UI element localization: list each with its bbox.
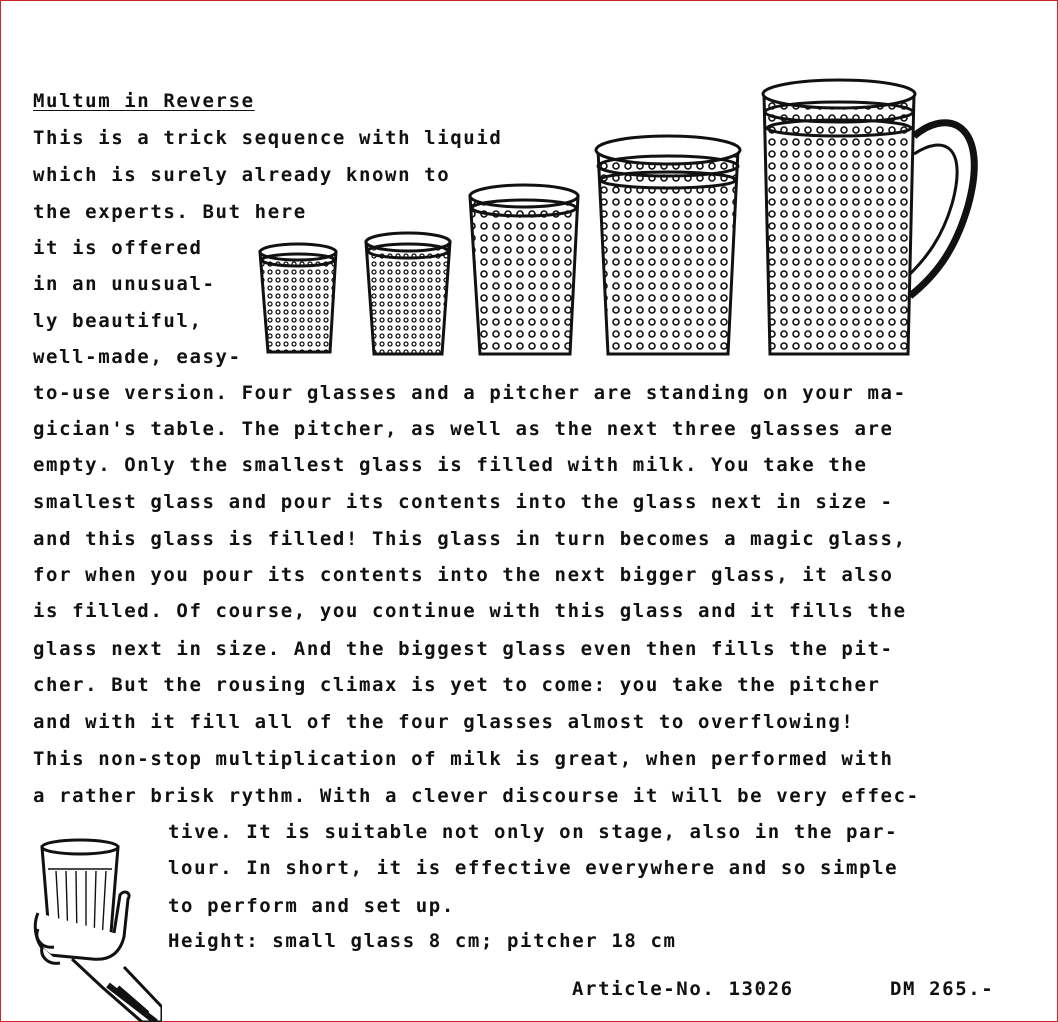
tail-line: to perform and set up.: [168, 895, 455, 917]
intro-line: in an unusual-: [33, 273, 216, 295]
body-line: and with it fill all of the four glasses almost to overflowing!: [33, 711, 855, 733]
body-line: This non-stop multiplication of milk is great, when performed with: [33, 748, 894, 770]
body-line: glass next in size. And the biggest glass even then fills the pit-: [33, 638, 894, 660]
body-line: gician's table. The pitcher, as well as the next three glasses are: [33, 418, 894, 440]
glass-4-icon: [596, 136, 740, 354]
intro-line: it is offered: [33, 237, 203, 259]
body-line: empty. Only the smallest glass is filled with milk. You take the: [33, 454, 868, 476]
intro-line: This is a trick sequence with liquid: [33, 127, 503, 149]
body-line: to-use version. Four glasses and a pitcher are standing on your ma-: [33, 382, 907, 404]
spec-line: Height: small glass 8 cm; pitcher 18 cm: [168, 930, 677, 952]
body-line: smallest glass and pour its contents into the glass next in size -: [33, 491, 894, 513]
hand-holding-glass-illustration: [32, 837, 162, 1022]
intro-line: well-made, easy-: [33, 346, 242, 368]
body-line: and this glass is filled! This glass in turn becomes a magic glass,: [33, 528, 907, 550]
body-line: is filled. Of course, you continue with this glass and it fills the: [33, 600, 907, 622]
intro-line: the experts. But here: [33, 201, 307, 223]
price: DM 265.-: [890, 978, 995, 1000]
glasses-and-pitcher-illustration: [250, 76, 990, 366]
tail-line: lour. In short, it is effective everywhere and so simple: [168, 857, 899, 879]
article-number: Article-No. 13026: [572, 978, 794, 1000]
glass-1-icon: [260, 244, 336, 352]
body-line: for when you pour its contents into the next bigger glass, it also: [33, 564, 894, 586]
tail-line: tive. It is suitable not only on stage, also in the par-: [168, 821, 899, 843]
body-line: a rather brisk rythm. With a clever discourse it will be very effec-: [33, 785, 920, 807]
pitcher-icon: [763, 80, 974, 354]
glass-2-icon: [366, 233, 450, 354]
page-title: Multum in Reverse: [33, 90, 255, 112]
glass-3-icon: [470, 185, 578, 354]
body-line: cher. But the rousing climax is yet to come: you take the pitcher: [33, 674, 881, 696]
intro-line: ly beautiful,: [33, 310, 203, 332]
intro-line: which is surely already known to: [33, 164, 451, 186]
